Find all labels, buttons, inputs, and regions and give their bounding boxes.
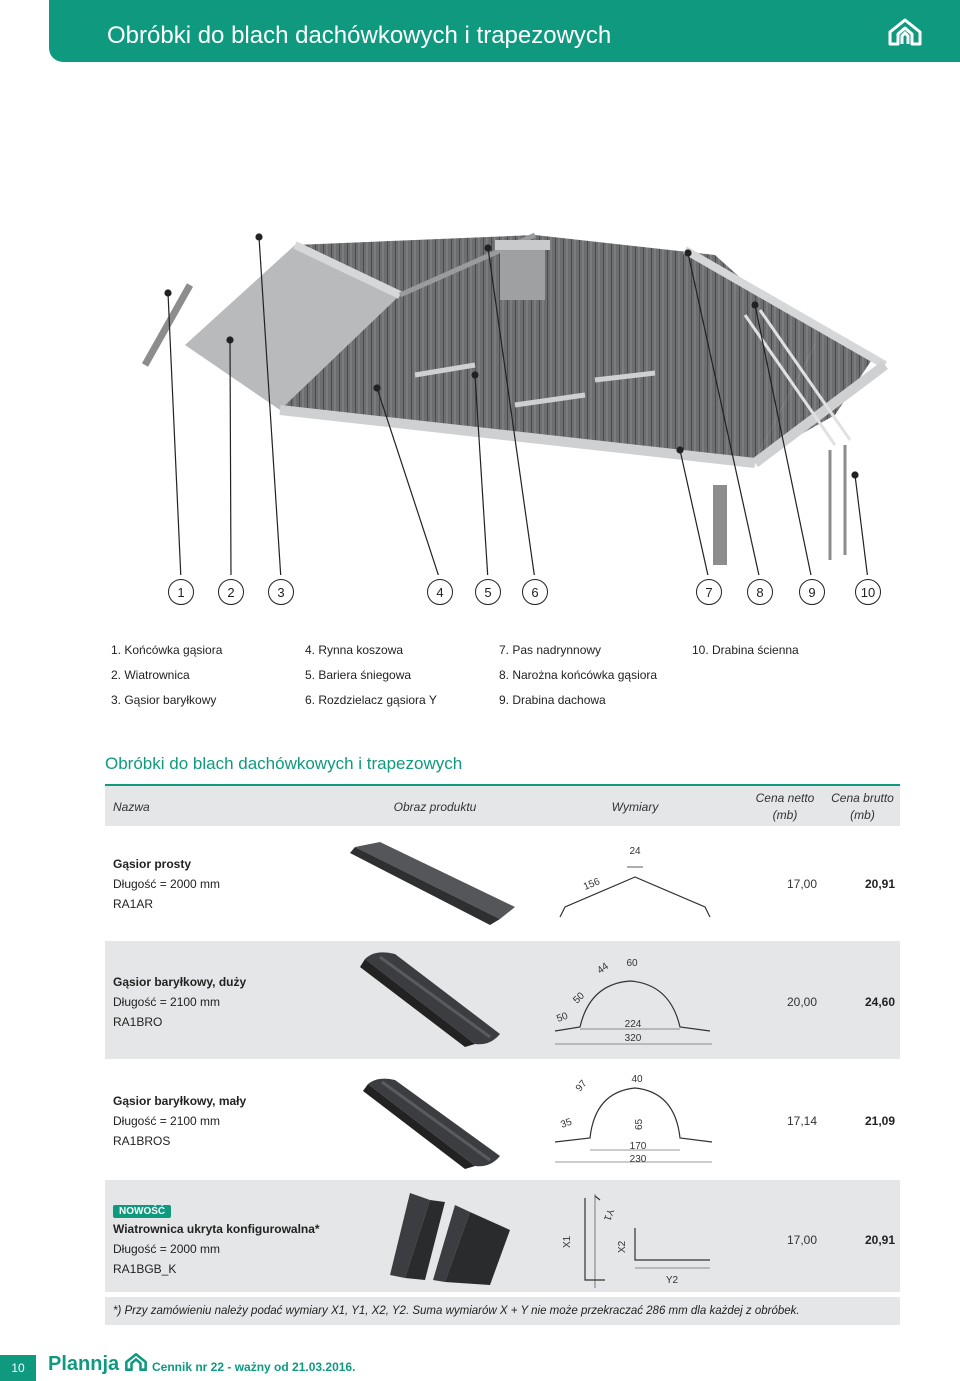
dims-drawing [550,1070,720,1170]
product-code: RA1BGB_K [113,1262,177,1276]
callout-8: 8 [747,579,773,605]
downpipe [713,485,727,565]
th-gross: Cena brutto [831,791,894,805]
price-gross: 24,60 [864,995,895,1009]
roof-illustration [115,215,900,575]
callout-7: 7 [696,579,722,605]
product-image-barrel-small [360,1076,505,1171]
new-badge: NOWOŚĆ [113,1205,171,1218]
product-image-barrel-large [355,949,505,1049]
house-logo-icon [125,1353,147,1371]
table-row [105,941,900,1059]
legend-item: 1. Końcówka gąsiora [111,643,223,657]
product-length: Długość = 2100 mm [113,1114,221,1128]
dims-drawing [550,1188,720,1288]
th-net-unit: (mb) [772,808,798,822]
table-header [105,784,900,826]
callout-4: 4 [427,579,453,605]
svg-text:97: 97 [573,1078,590,1094]
dim-label: 24 [629,846,641,857]
product-image-barge [385,1190,515,1285]
table-row [105,832,900,932]
legend-item: 5. Bariera śniegowa [305,668,412,682]
page-header [49,0,960,62]
th-name: Nazwa [113,800,150,814]
product-length: Długość = 2100 mm [113,995,221,1009]
svg-text:170: 170 [629,1141,647,1152]
product-length: Długość = 2000 mm [113,877,221,891]
barge-board [145,285,190,365]
callout-1: 1 [168,579,194,605]
svg-text:Y1: Y1 [600,1206,616,1223]
callout-10: 10 [855,579,881,605]
brand-logo [48,1353,147,1376]
th-image: Obraz produktu [393,800,477,814]
price-net: 20,00 [787,995,818,1009]
page-number: 10 [0,1355,36,1381]
price-net: 17,00 [787,877,818,891]
footnote-text: *) Przy zamówieniu należy podać wymiary X1, Y1, X2, Y2. Suma wymiarów X + Y nie może przekraczać 286 mm dla każdej z obróbek. [113,1305,800,1317]
price-net: 17,14 [787,1114,818,1128]
table-title: Obróbki do blach dachówkowych i trapezowych [105,754,463,773]
product-name: Gąsior baryłkowy, mały [113,1094,247,1108]
footnote [105,1297,900,1325]
product-image-ridge [350,837,520,927]
page-title: Obróbki do blach dachówkowych i trapezowych [107,22,612,49]
svg-text:50: 50 [555,1010,570,1025]
product-length: Długość = 2000 mm [113,1242,221,1256]
callout-3: 3 [268,579,294,605]
legend-item: 8. Narożna końcówka gąsiora [499,668,658,682]
brand-name: Plannja [48,1353,120,1375]
th-dims: Wymiary [611,800,659,814]
price-gross: 20,91 [864,1233,895,1247]
product-name: Wiatrownica ukryta konfigurowalna* [113,1222,320,1236]
callout-2: 2 [218,579,244,605]
svg-text:35: 35 [559,1116,574,1131]
table-row [105,1068,900,1178]
svg-text:X2: X2 [617,1240,628,1253]
product-name: Gąsior prosty [113,857,192,871]
svg-text:65: 65 [634,1118,645,1130]
chimney [500,245,545,300]
price-gross: 21,09 [864,1114,895,1128]
svg-text:40: 40 [631,1074,643,1085]
callout-5: 5 [475,579,501,605]
svg-text:230: 230 [629,1154,647,1165]
house-logo-icon [888,18,922,46]
legend-item: 9. Drabina dachowa [499,693,606,707]
table-row [105,1180,900,1292]
product-code: RA1BROS [113,1134,171,1148]
dims-drawing [550,949,720,1054]
svg-text:60: 60 [626,958,638,969]
legend-item: 2. Wiatrownica [111,668,190,682]
callout-6: 6 [522,579,548,605]
chimney-cap [495,240,550,250]
th-net: Cena netto [755,791,815,805]
pricelist-info: Cennik nr 22 - ważny od 21.03.2016. [152,1360,356,1374]
legend-item: 10. Drabina ścienna [692,643,799,657]
svg-text:224: 224 [624,1019,642,1030]
svg-text:Y2: Y2 [665,1275,679,1286]
dims-drawing [555,837,715,927]
price-gross: 20,91 [864,877,895,891]
th-gross-unit: (mb) [850,808,875,822]
price-net: 17,00 [787,1233,818,1247]
svg-text:50: 50 [571,990,587,1007]
product-code: RA1AR [113,897,154,911]
roof-panel-main [280,235,815,460]
svg-text:320: 320 [624,1033,642,1044]
legend-item: 3. Gąsior baryłkowy [111,693,217,707]
svg-text:44: 44 [595,961,611,977]
legend-item: 6. Rozdzielacz gąsiora Y [305,693,437,707]
legend-item: 7. Pas nadrynnowy [499,643,602,657]
callout-9: 9 [799,579,825,605]
legend-item: 4. Rynna koszowa [305,643,404,657]
product-name: Gąsior baryłkowy, duży [113,975,247,989]
svg-text:X1: X1 [562,1235,573,1248]
dim-label: 156 [582,876,602,893]
product-code: RA1BRO [113,1015,163,1029]
